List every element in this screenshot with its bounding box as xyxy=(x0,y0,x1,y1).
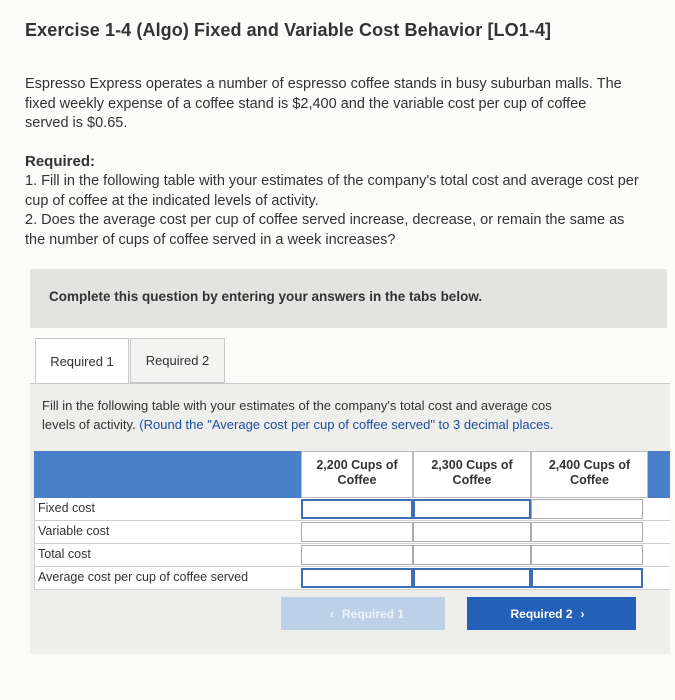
next-button[interactable] xyxy=(467,597,636,630)
problem-intro: Espresso Express operates a number of espresso coffee stands in busy suburban malls. The fixed weekly expense of a coffee stand is $2,400 and the variable cost per cup of coffee served is $0.65. xyxy=(25,76,622,131)
previous-button-label: Required 1 xyxy=(341,606,404,621)
column-header-2200-line-2: Coffee xyxy=(337,473,377,487)
column-header-2400 xyxy=(531,451,648,498)
total-cost-2300-input[interactable] xyxy=(413,545,531,565)
column-header-2400-line-1: 2,400 Cups of xyxy=(548,458,631,472)
chevron-right-icon: › xyxy=(580,606,585,621)
table-row-fixed-cost xyxy=(34,498,670,521)
instruction-banner xyxy=(30,269,667,328)
tab-required-2[interactable] xyxy=(130,338,225,383)
required-item-1: 1. Fill in the following table with your estimates of the company's total cost and average cost per cup of coffee at the indicated levels of activity. xyxy=(25,173,639,209)
variable-cost-2200-input[interactable] xyxy=(301,522,413,542)
row-label-total-cost: Total cost xyxy=(38,547,91,561)
required-heading: Required: xyxy=(25,153,96,170)
average-cost-2300-input[interactable] xyxy=(413,568,531,588)
fixed-cost-2200-input[interactable] xyxy=(301,499,413,519)
required-list xyxy=(25,172,645,250)
total-cost-2400-input[interactable] xyxy=(531,545,643,565)
row-label-fixed-cost: Fixed cost xyxy=(38,501,95,515)
cost-table xyxy=(34,451,670,590)
fixed-cost-2400-input[interactable] xyxy=(531,499,643,519)
next-button-label: Required 2 xyxy=(510,606,573,621)
chevron-left-icon: ‹ xyxy=(329,606,334,621)
table-row-total-cost xyxy=(34,544,670,567)
row-label-average-cost: Average cost per cup of coffee served xyxy=(38,570,249,584)
previous-button[interactable] xyxy=(281,597,445,630)
column-header-2200-line-1: 2,200 Cups of xyxy=(316,458,398,472)
average-cost-2200-input[interactable] xyxy=(301,568,413,588)
panel-instruction-line-2 xyxy=(42,415,662,434)
tab-required-1[interactable] xyxy=(35,338,129,383)
table-header-row xyxy=(34,451,670,498)
panel-instruction xyxy=(42,396,662,434)
tab-required-2-label: Required 2 xyxy=(145,353,210,368)
required-item-2: 2. Does the average cost per cup of coffee served increase, decrease, or remain the same as the number of cups of coffee served in a week increases? xyxy=(25,212,625,248)
column-header-2300-line-1: 2,300 Cups of xyxy=(431,458,513,472)
table-left-border xyxy=(34,498,35,590)
column-header-2400-line-2: Coffee xyxy=(570,473,609,487)
column-header-2200 xyxy=(301,451,413,498)
column-header-2300-line-2: Coffee xyxy=(452,473,492,487)
rounding-note: (Round the "Average cost per cup of coffee served" to 3 decimal places. xyxy=(139,417,554,432)
panel-instruction-line-1: Fill in the following table with your estimates of the company's total cost and average cos xyxy=(42,398,552,413)
exercise-title: Exercise 1-4 (Algo) Fixed and Variable Cost Behavior [LO1-4] xyxy=(25,20,552,40)
total-cost-2200-input[interactable] xyxy=(301,545,413,565)
table-row-average-cost xyxy=(34,567,670,590)
average-cost-2400-input[interactable] xyxy=(531,568,643,588)
tab-bar xyxy=(30,335,667,385)
variable-cost-2300-input[interactable] xyxy=(413,522,531,542)
tab-required-1-label: Required 1 xyxy=(50,353,114,369)
panel-instruction-line-2-plain: levels of activity. xyxy=(42,417,140,432)
column-header-2300 xyxy=(413,451,531,498)
banner-text: Complete this question by entering your answers in the tabs below. xyxy=(49,289,483,304)
fixed-cost-2300-input[interactable] xyxy=(413,499,531,519)
variable-cost-2400-input[interactable] xyxy=(531,522,643,542)
row-label-variable-cost: Variable cost xyxy=(38,524,110,538)
table-row-variable-cost xyxy=(34,521,670,544)
